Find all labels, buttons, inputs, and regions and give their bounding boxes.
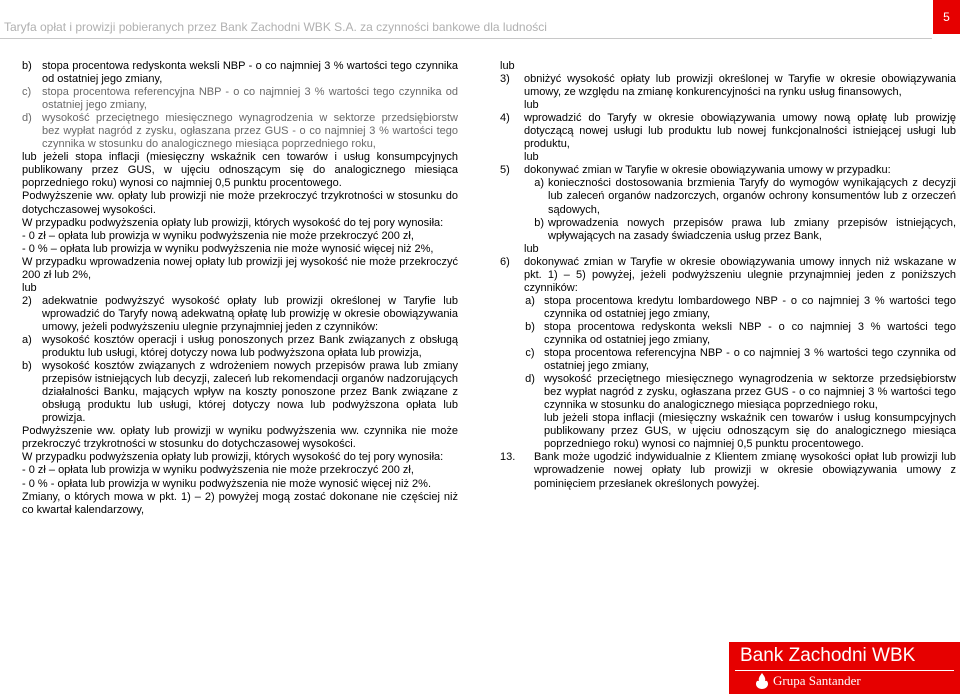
item-5b [522, 217, 956, 243]
zero-percent-line: - 0 % – opłata lub prowizja w wyniku podwyższenia nie może wynosić więcej niż 2%, [22, 242, 434, 255]
item-label: 2) [22, 294, 32, 307]
logo-group-name: Grupa Santander [773, 673, 861, 688]
item-text: wysokość kosztów związanych z wdrożeniem nowych przepisów prawa lub zmiany przepisów istniejących lub decyzji, zaleceń lub rekomendacji organów nadzorujących działalności Banku, mających wpływ na koszty ponoszone przez Bank związane z obsługą produktu lub usługi, której dotyczy nowa lub podwyższona opłata lub prowizja. [42, 360, 458, 425]
item-6 [500, 256, 956, 295]
increase-limit-paragraph: Podwyższenie ww. opłaty lub prowizji nie może przekroczyć trzykrotności w stosunku do dotychczasowej wysokości. [22, 190, 458, 216]
item-text: Bank może ugodzić indywidualnie z Klientem zmianę wysokości opłat lub prowizji lub wprowadzenie nowej opłaty lub prowizji w okresie obowiązywania umowy z pominięciem przesłanek określonych powyżej. [534, 451, 956, 490]
case-paragraph-2: W przypadku podwyższenia opłaty lub prowizji, których wysokość do tej pory wynosiła: [22, 451, 444, 464]
header-divider [0, 38, 932, 39]
item-4 [500, 112, 956, 151]
or-connector: lub [22, 281, 37, 294]
case-paragraph: W przypadku podwyższenia opłaty lub prowizji, których wysokość do tej pory wynosiła: [22, 216, 444, 229]
item-text: stopa procentowa referencyjna NBP - o co najmniej 3 % wartości tego czynnika od ostatniej jego zmiany, [42, 86, 458, 112]
item-text: wysokość przeciętnego miesięcznego wynagrodzenia w sektorze przedsiębiorstw bez wypłat nagród z zysku, ogłaszana przez GUS - o co najmniej 3 % wartości tego czynnika w stosunku do analogicznego miesiąca poprzedniego roku, [42, 112, 458, 151]
item-text: wysokość kosztów operacji i usług ponoszonych przez Bank związanych z obsługą produktu lub usługi, której dotyczy nowa lub podwyższona opłata lub prowizja, [42, 333, 458, 360]
or-connector: lub [524, 99, 539, 112]
inflation-paragraph: lub jeżeli stopa inflacji (miesięczny wskaźnik cen towarów i usług konsumpcyjnych publikowany przez GUS, w ujęciu odnoszącym się do analogicznego miesiąca poprzedniego roku) wynosi co najmniej 0,5 punktu procentowego. [22, 151, 458, 190]
item-text: wprowadzić do Taryfy w okresie obowiązywania umowy nową opłatę lub prowizję dotyczącą nowej usługi lub produktu lub nowej funkcjonalności istniejącej usługi lub produktu, [524, 112, 956, 151]
item-5 [500, 164, 956, 177]
or-connector: lub [500, 60, 515, 72]
left-column [22, 60, 458, 517]
item-6a [516, 295, 956, 321]
item-6d [516, 373, 956, 412]
item-text: obniżyć wysokość opłaty lub prowizji określonej w Taryfie w okresie obowiązywania umowy, ze względu na zmianę konkurencyjności na rynku usług finansowych, [524, 73, 956, 99]
new-fee-paragraph: W przypadku wprowadzenia nowej opłaty lub prowizji jej wysokość nie może przekroczyć 200 zł lub 2%, [22, 255, 458, 281]
item-label: 6) [500, 255, 510, 268]
item-label: c) [22, 86, 32, 99]
item-label: c) [525, 347, 535, 360]
item-label: a) [534, 177, 544, 190]
item-text: dokonywać zmian w Taryfie w okresie obowiązywania umowy innych niż wskazane w pkt. 1) – 5) powyżej, jeżeli podwyższeniu ulegnie przynajmniej jeden z poniższych czynników: [524, 255, 956, 294]
item-2 [22, 295, 458, 334]
increase-limit-paragraph-2: Podwyższenie ww. opłaty lub prowizji w wyniku podwyższenia ww. czynnika nie może przekroczyć trzykrotności w stosunku do dotychczasowej wysokości. [22, 425, 458, 451]
item-13 [500, 451, 956, 490]
item-c-left [22, 86, 458, 112]
item-6b [516, 321, 956, 347]
item-label: b) [22, 360, 32, 373]
item-2b [22, 360, 458, 425]
item-label: 3) [500, 73, 510, 86]
header-title: Taryfa opłat i prowizji pobieranych przez Bank Zachodni WBK S.A. za czynności bankowe dla ludności [4, 20, 547, 34]
item-text: stopa procentowa redyskonta weksli NBP - o co najmniej 3 % wartości tego czynnika od ostatniej jego zmiany, [544, 320, 956, 346]
item-label: 5) [500, 164, 510, 177]
right-column [500, 60, 956, 491]
item-text: stopa procentowa kredytu lombardowego NBP - o co najmniej 3 % wartości tego czynnika od ostatniej jego zmiany, [544, 294, 956, 320]
item-label: a) [22, 333, 32, 346]
changes-frequency-paragraph: Zmiany, o których mowa w pkt. 1) – 2) powyżej mogą zostać dokonane nie częściej niż co kwartał kalendarzowy, [22, 490, 458, 516]
item-6c [516, 347, 956, 373]
zero-pln-line-2: - 0 zł – opłata lub prowizja w wyniku podwyższenia nie może przekroczyć 200 zł, [22, 464, 414, 477]
page-number-badge: 5 [933, 0, 960, 34]
item-label: d) [525, 373, 535, 386]
item-text: konieczności dostosowania brzmienia Taryfy do wymogów wynikających z decyzji lub zaleceń organów nadzorczych, organów ochrony konsumentów lub z orzeczeń sądowych, [548, 177, 956, 216]
item-5a [522, 177, 956, 216]
item-label: d) [22, 112, 32, 125]
item-label: b) [534, 216, 544, 229]
inflation-paragraph-right: lub jeżeli stopa inflacji (miesięczny wskaźnik cen towarów i usług konsumpcyjnych publikowany przez GUS, w ujęciu odnoszącym się do analogicznego miesiąca poprzedniego roku) wynosi co najmniej 0,5 punktu procentowego. [544, 412, 956, 451]
item-text: wysokość przeciętnego miesięcznego wynagrodzenia w sektorze przedsiębiorstw bez wypłat nagród z zysku, ogłaszana przez GUS - o co najmniej 3 % wartości tego czynnika w stosunku do analogicznego miesiąca poprzedniego roku, [544, 373, 956, 412]
item-text: stopa procentowa redyskonta weksli NBP - o co najmniej 3 % wartości tego czynnika od ostatniej jego zmiany, [42, 60, 458, 86]
bank-logo [729, 642, 960, 694]
logo-bank-name: Bank Zachodni WBK [740, 645, 916, 666]
item-2a [22, 334, 458, 360]
item-3 [500, 73, 956, 99]
item-d-left [22, 112, 458, 151]
zero-pln-line: - 0 zł – opłata lub prowizja w wyniku podwyższenia nie może przekroczyć 200 zł, [22, 229, 414, 242]
item-label: a) [525, 294, 535, 307]
item-text: adekwatnie podwyższyć wysokość opłaty lub prowizji określonej w Taryfie lub wprowadzić do Taryfy nową adekwatną opłatę lub prowizję w okresie obowiązywania umowy, jeżeli podwyższeniu ulegnie przynajmniej jeden z czynników: [42, 294, 458, 333]
item-text: stopa procentowa referencyjna NBP - o co najmniej 3 % wartości tego czynnika od ostatniej jego zmiany, [544, 347, 956, 373]
zero-percent-line-2: - 0 % - opłata lub prowizja w wyniku podwyższenia nie może wynosić więcej niż 2%. [22, 477, 432, 490]
or-connector: lub [524, 151, 539, 164]
item-b-left [22, 60, 458, 86]
item-text: wprowadzenia nowych przepisów prawa lub zmiany przepisów istniejących, wpływających na zasady świadczenia usług przez Bank, [548, 216, 956, 242]
logo-divider [735, 670, 954, 671]
item-label: 13. [500, 451, 516, 464]
santander-flame-icon [755, 673, 769, 689]
item-label: 4) [500, 112, 510, 125]
item-label: b) [22, 60, 32, 72]
item-text: dokonywać zmian w Taryfie w okresie obowiązywania umowy w przypadku: [524, 164, 891, 177]
or-connector: lub [524, 242, 539, 255]
item-label: b) [525, 320, 535, 333]
